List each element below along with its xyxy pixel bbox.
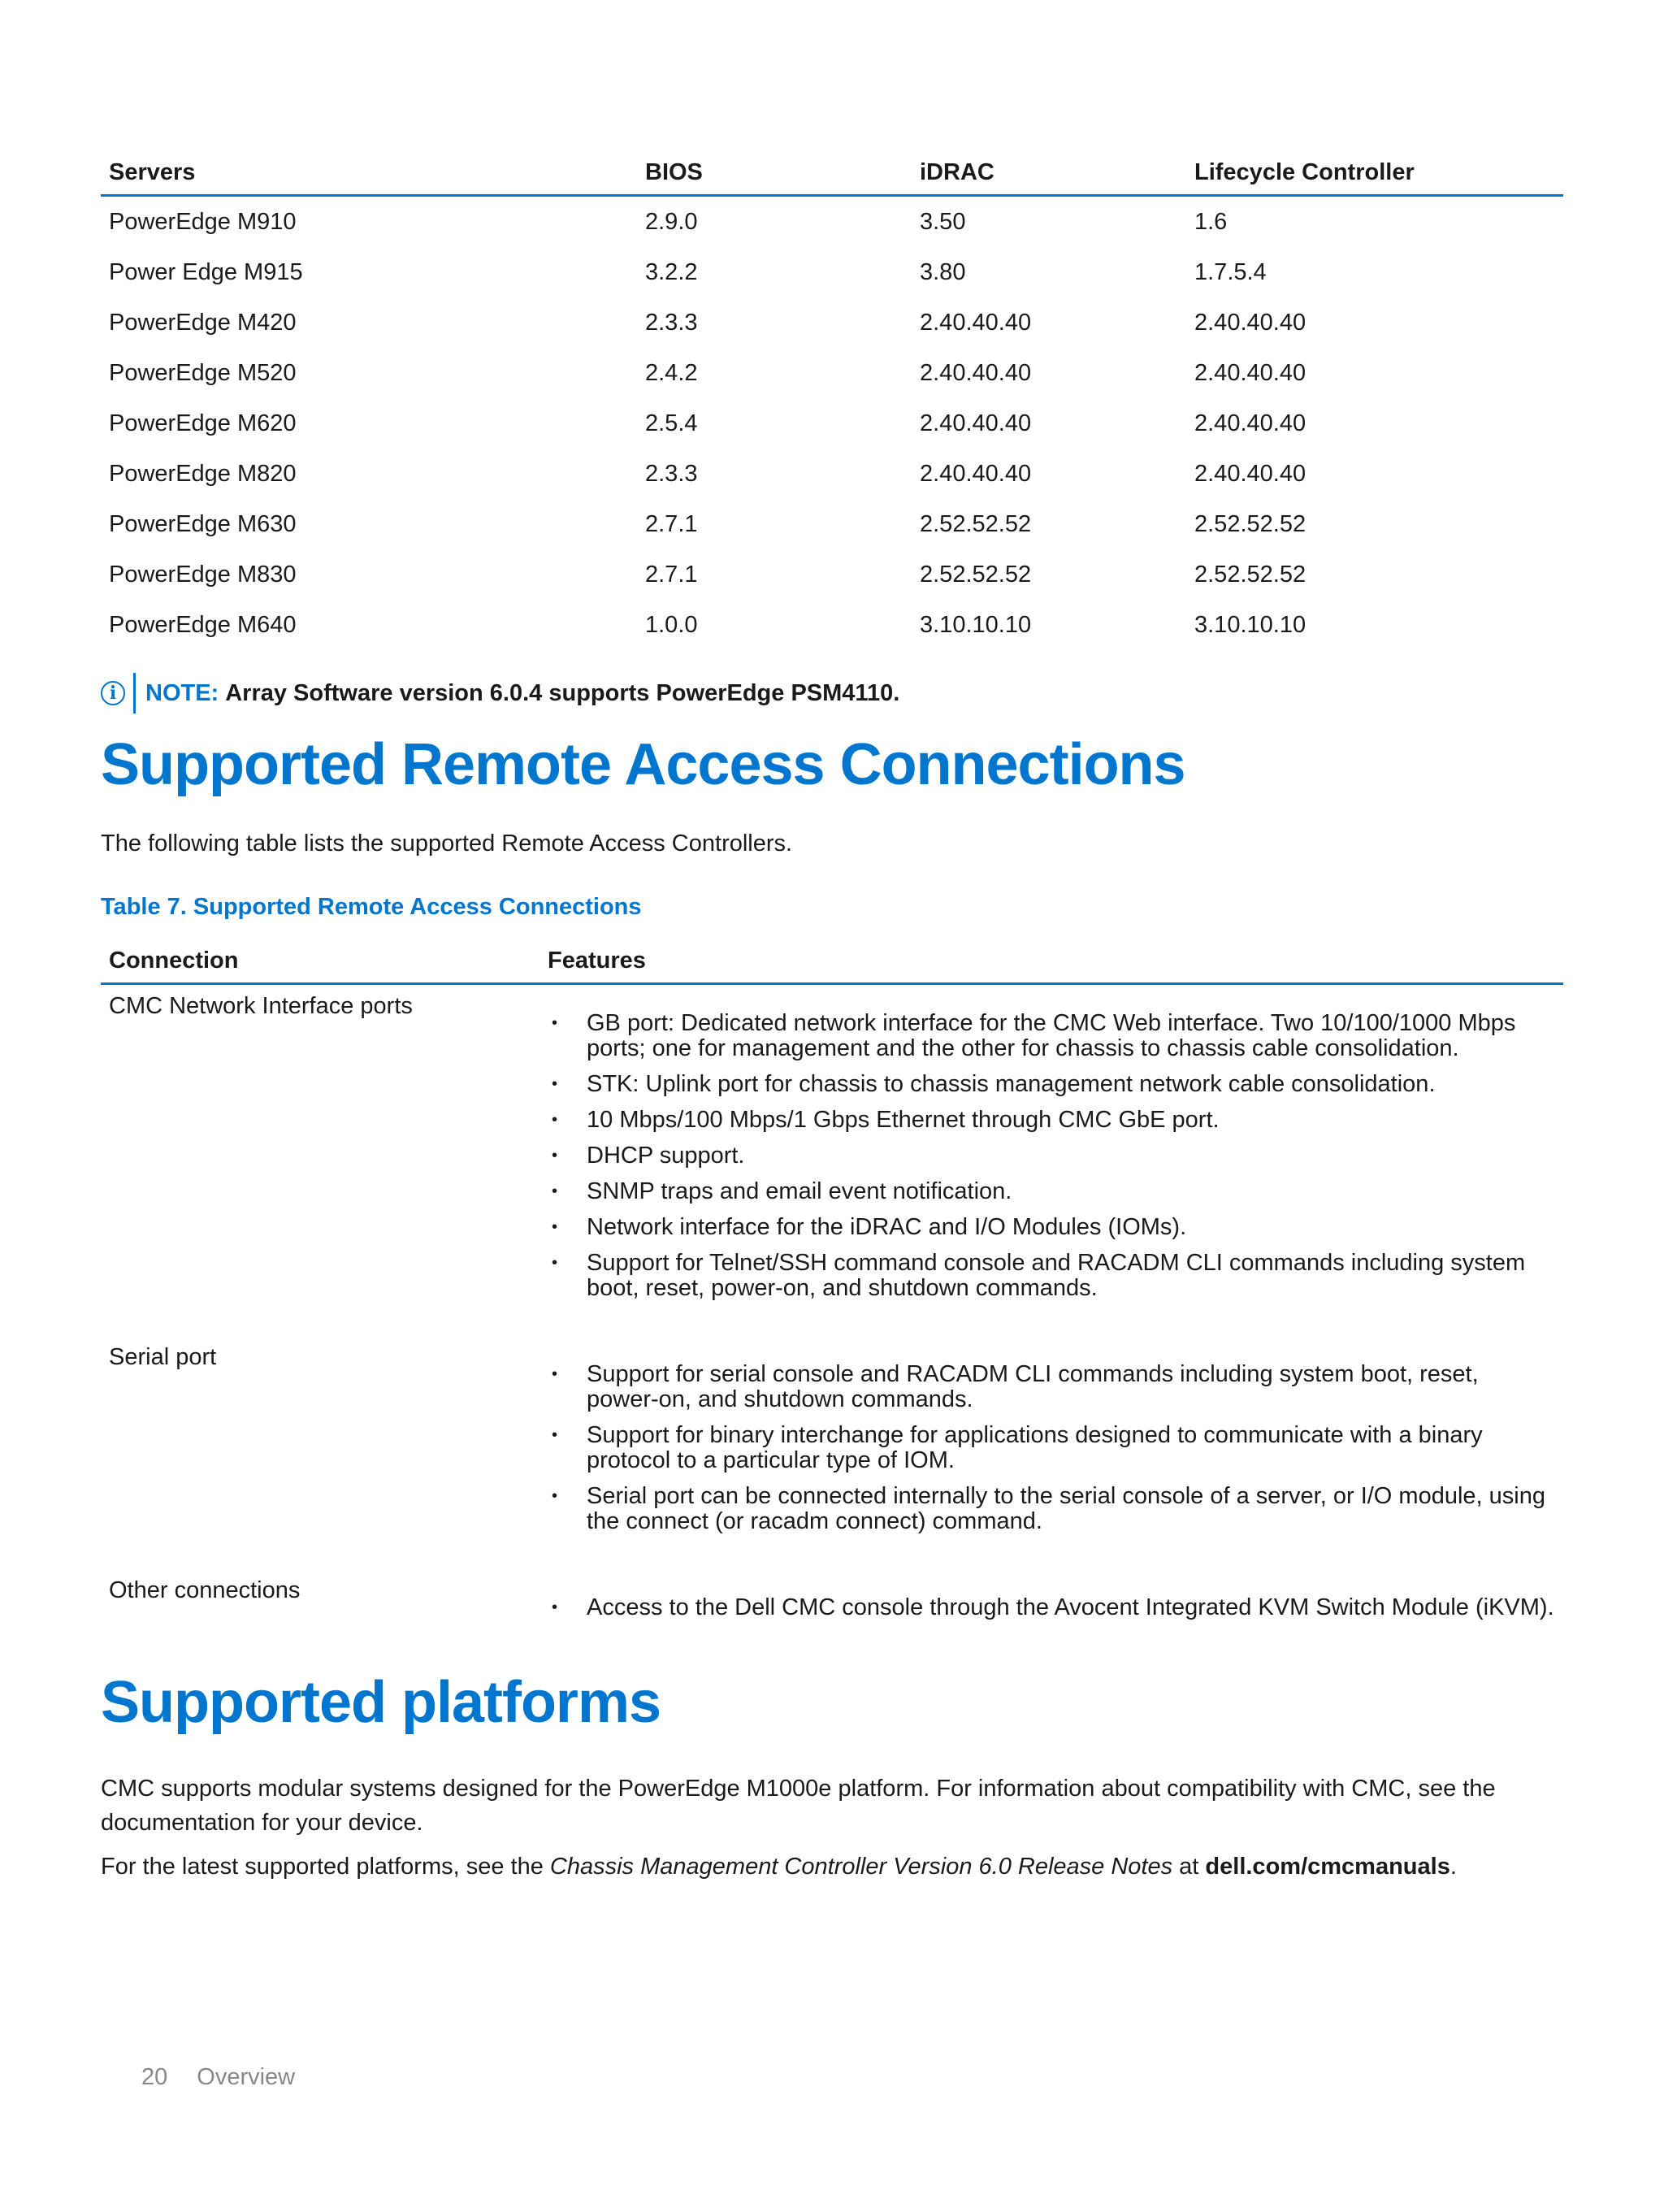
section-heading-remote-access: Supported Remote Access Connections — [101, 732, 1185, 797]
table-cell: 2.5.4 — [645, 410, 698, 436]
note-text: Array Software version 6.0.4 supports PowerEdge PSM4110. — [225, 679, 900, 706]
list-item: • Serial port can be connected internally to the serial console of a server, or I/O module, using the connect (or racadm connect) command. — [548, 1484, 1555, 1534]
table-cell: PowerEdge M520 — [109, 359, 297, 386]
table-caption: Table 7. Supported Remote Access Connections — [101, 894, 642, 920]
table-cell: 2.7.1 — [645, 561, 698, 588]
table-cell: 2.40.40.40 — [920, 309, 1032, 336]
footer-section: Overview — [197, 2064, 296, 2090]
table-cell: 2.7.1 — [645, 510, 698, 537]
paragraph-text: . — [1450, 1854, 1457, 1880]
table-cell: PowerEdge M910 — [109, 208, 297, 235]
page-footer — [141, 2064, 324, 2091]
remote-access-intro: The following table lists the supported Remote Access Controllers. — [101, 831, 793, 857]
list-item: • Support for binary interchange for applications designed to communicate with a binary protocol to a particular type of IOM. — [548, 1423, 1555, 1473]
servers-table-header-row — [101, 151, 1563, 196]
table-cell: 2.4.2 — [645, 359, 698, 386]
table-row — [101, 1569, 1563, 1655]
note-callout — [101, 673, 899, 713]
list-item: • Network interface for the iDRAC and I/O Modules (IOMs). — [548, 1215, 1555, 1240]
table-cell: 3.10.10.10 — [1194, 611, 1306, 638]
table-cell: 2.40.40.40 — [1194, 410, 1306, 436]
table-cell: 2.40.40.40 — [920, 410, 1032, 436]
list-item: • Support for Telnet/SSH command console and RACADM CLI commands including system boot, reset, power-on, and shutdown commands. — [548, 1251, 1555, 1301]
list-item: • DHCP support. — [548, 1143, 1555, 1169]
column-header: Connection — [101, 939, 540, 984]
column-header: Features — [540, 939, 1563, 984]
table-row — [101, 984, 1563, 1337]
table-cell: PowerEdge M640 — [109, 611, 297, 638]
list-item: • GB port: Dedicated network interface for the CMC Web interface. Two 10/100/1000 Mbps ports; one for management and the other for chassis to chassis cable consolidation. — [548, 1011, 1555, 1061]
table-row — [101, 549, 1563, 600]
table-cell: 1.6 — [1194, 208, 1228, 235]
list-item: • 10 Mbps/100 Mbps/1 Gbps Ethernet through CMC GbE port. — [548, 1108, 1555, 1133]
page-number: 20 — [141, 2064, 168, 2090]
features-cell — [540, 1569, 1563, 1655]
list-item: • Access to the Dell CMC console through the Avocent Integrated KVM Switch Module (iKVM). — [548, 1595, 1555, 1620]
table-cell: 2.52.52.52 — [920, 561, 1032, 588]
table-row — [101, 297, 1563, 348]
note-label: NOTE: — [145, 679, 219, 706]
info-icon: i — [101, 681, 125, 705]
connection-cell: Other connections — [109, 1577, 301, 1603]
table-row — [101, 348, 1563, 398]
column-header: Servers — [101, 151, 637, 196]
servers-table — [101, 151, 1563, 650]
table-cell: 2.40.40.40 — [1194, 460, 1306, 487]
table-cell: PowerEdge M630 — [109, 510, 297, 537]
column-header: Lifecycle Controller — [1186, 151, 1563, 196]
connection-cell: Serial port — [109, 1344, 217, 1370]
table-cell: 3.50 — [920, 208, 966, 235]
table-cell: 2.52.52.52 — [1194, 510, 1306, 537]
feature-list — [548, 1344, 1555, 1569]
table-row — [101, 1336, 1563, 1569]
table-row — [101, 499, 1563, 549]
table-row — [101, 449, 1563, 499]
table-cell: 3.10.10.10 — [920, 611, 1032, 638]
features-cell — [540, 1336, 1563, 1569]
table-cell: 2.52.52.52 — [1194, 561, 1306, 588]
table-cell: Power Edge M915 — [109, 258, 303, 285]
table-cell: PowerEdge M420 — [109, 309, 297, 336]
table-cell: 3.80 — [920, 258, 966, 285]
release-notes-title: Chassis Management Controller Version 6.0 Release Notes — [549, 1854, 1173, 1880]
table-row — [101, 196, 1563, 248]
column-header: iDRAC — [912, 151, 1186, 196]
table-cell: 2.40.40.40 — [920, 359, 1032, 386]
table-row — [101, 247, 1563, 297]
note-divider — [133, 673, 136, 713]
paragraph-text: at — [1172, 1854, 1206, 1880]
connection-cell: CMC Network Interface ports — [109, 993, 413, 1019]
table-cell: 3.2.2 — [645, 258, 698, 285]
remote-access-table — [101, 939, 1563, 1655]
list-item: • STK: Uplink port for chassis to chassis management network cable consolidation. — [548, 1072, 1555, 1097]
features-cell — [540, 984, 1563, 1337]
table-cell: PowerEdge M830 — [109, 561, 297, 588]
table-cell: PowerEdge M620 — [109, 410, 297, 436]
table-cell: 2.3.3 — [645, 460, 698, 487]
list-item: • SNMP traps and email event notification. — [548, 1179, 1555, 1204]
feature-list — [548, 1577, 1555, 1655]
table-row — [101, 600, 1563, 650]
feature-list — [548, 993, 1555, 1336]
column-header: BIOS — [637, 151, 912, 196]
table-cell: 2.40.40.40 — [1194, 359, 1306, 386]
cmc-manuals-link[interactable]: dell.com/cmcmanuals — [1205, 1854, 1450, 1880]
table-cell: PowerEdge M820 — [109, 460, 297, 487]
table-cell: 2.52.52.52 — [920, 510, 1032, 537]
list-item: • Support for serial console and RACADM CLI commands including system boot, reset, power-on, and shutdown commands. — [548, 1362, 1555, 1412]
section-heading-platforms: Supported platforms — [101, 1670, 661, 1735]
table-cell: 2.3.3 — [645, 309, 698, 336]
table-cell: 2.40.40.40 — [1194, 309, 1306, 336]
platforms-paragraph-1: CMC supports modular systems designed for the PowerEdge M1000e platform. For information about compatibility with CMC, see the documentation for your device. — [101, 1776, 1496, 1836]
table-cell: 1.7.5.4 — [1194, 258, 1267, 285]
table-cell: 2.9.0 — [645, 208, 698, 235]
remote-access-table-header-row — [101, 939, 1563, 984]
table-row — [101, 398, 1563, 449]
table-cell: 1.0.0 — [645, 611, 698, 638]
platforms-paragraph-2 — [101, 1850, 1563, 1884]
paragraph-text: For the latest supported platforms, see the — [101, 1854, 550, 1880]
table-cell: 2.40.40.40 — [920, 460, 1032, 487]
